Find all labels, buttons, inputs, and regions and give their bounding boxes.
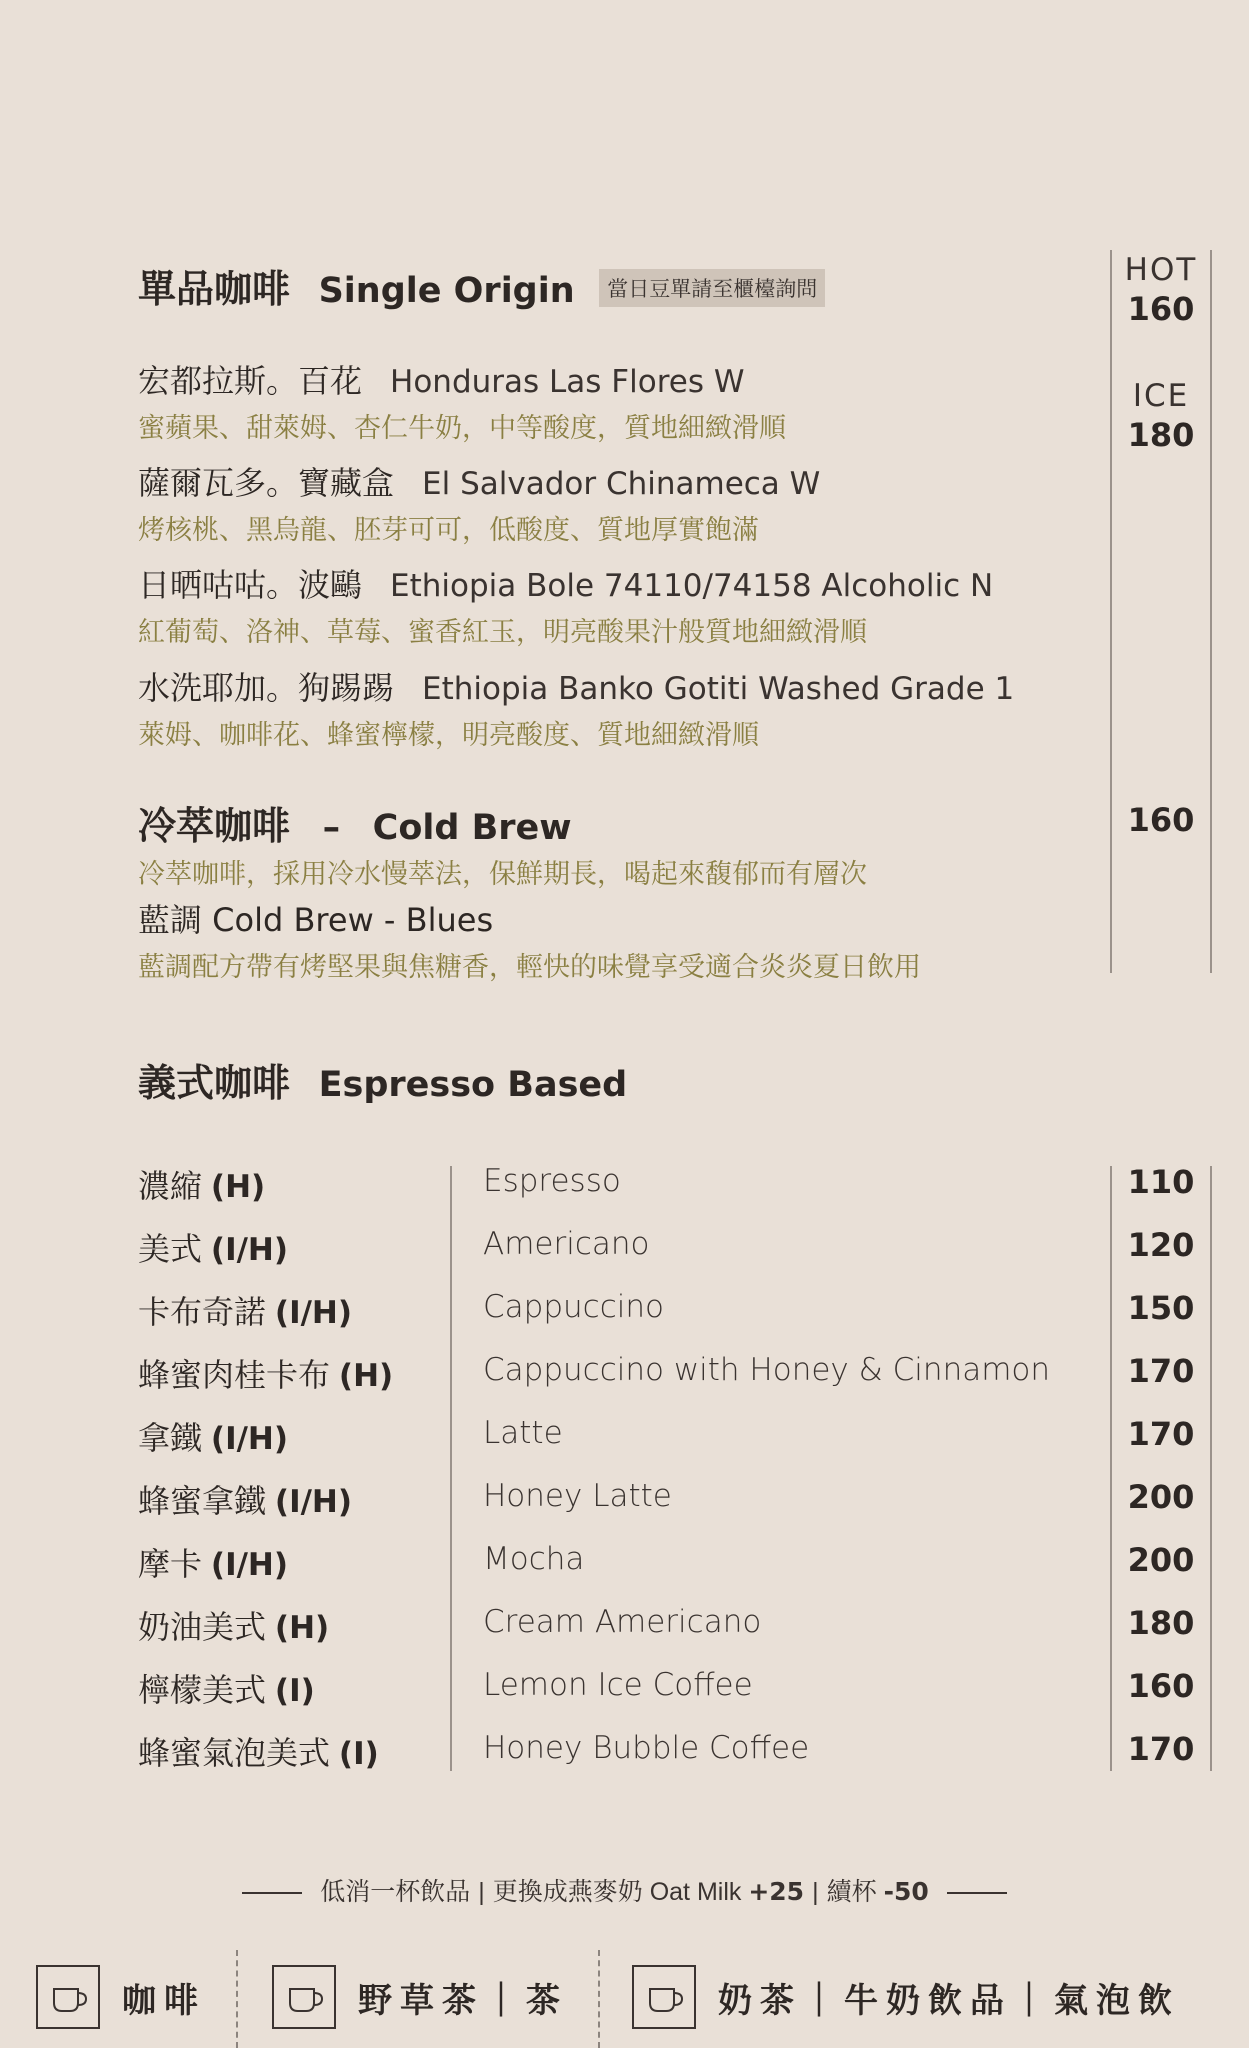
single-origin-title-zh: 單品咖啡 bbox=[138, 269, 291, 311]
refill-text: 續杯 bbox=[826, 1878, 877, 1906]
order-notes: 低消一杯飲品 | 更換成燕麥奶 Oat Milk +25 | 續杯 -50 bbox=[0, 1872, 1249, 1908]
espresso-name-zh: 檸檬美式 bbox=[138, 1672, 267, 1708]
origin-item bbox=[138, 663, 1014, 752]
cold-brew-title bbox=[138, 795, 572, 850]
espresso-title bbox=[138, 1052, 627, 1107]
price-divider-right bbox=[1210, 250, 1212, 973]
espresso-price: 150 bbox=[1127, 1289, 1195, 1327]
min-order-text: 低消一杯飲品 bbox=[320, 1878, 471, 1906]
nav-tab-tea[interactable] bbox=[272, 1962, 568, 2032]
espresso-row bbox=[0, 1413, 1249, 1476]
origin-note: 蜜蘋果、甜萊姆、杏仁牛奶，中等酸度，質地細緻滑順 bbox=[138, 413, 786, 443]
origin-name-en: El Salvador Chinameca W bbox=[422, 466, 821, 502]
espresso-tag: (I) bbox=[274, 1673, 315, 1709]
espresso-price: 120 bbox=[1127, 1226, 1195, 1264]
origin-item bbox=[138, 560, 993, 649]
refill-price: -50 bbox=[883, 1877, 929, 1906]
coffee-cup-icon bbox=[36, 1965, 100, 2029]
nav-label-coffee: 咖啡 bbox=[122, 1981, 206, 2020]
origin-note: 萊姆、咖啡花、蜂蜜檸檬，明亮酸度、質地細緻滑順 bbox=[138, 720, 759, 750]
espresso-title-en: Espresso Based bbox=[318, 1065, 628, 1105]
espresso-name-en: Mocha bbox=[483, 1541, 585, 1577]
espresso-name-zh: 卡布奇諾 bbox=[138, 1294, 267, 1330]
espresso-row bbox=[0, 1161, 1249, 1224]
espresso-name-en: Lemon Ice Coffee bbox=[483, 1667, 753, 1703]
ice-label: ICE bbox=[1132, 378, 1190, 414]
cold-brew-title-en: Cold Brew bbox=[372, 808, 572, 848]
hot-price: 160 bbox=[1127, 290, 1195, 328]
espresso-row bbox=[0, 1602, 1249, 1665]
single-origin-title bbox=[138, 258, 825, 313]
espresso-name-en: Cappuccino with Honey & Cinnamon bbox=[483, 1352, 1051, 1388]
espresso-name-en: Americano bbox=[483, 1226, 650, 1262]
espresso-name-zh: 蜂蜜拿鐵 bbox=[138, 1483, 267, 1519]
category-nav bbox=[0, 1950, 1249, 2048]
espresso-price: 180 bbox=[1127, 1604, 1195, 1642]
espresso-price: 170 bbox=[1127, 1415, 1195, 1453]
espresso-name-en: Cream Americano bbox=[483, 1604, 762, 1640]
ice-price: 180 bbox=[1127, 416, 1195, 454]
espresso-tag: (I/H) bbox=[274, 1295, 353, 1331]
espresso-row bbox=[0, 1476, 1249, 1539]
espresso-tag: (I/H) bbox=[210, 1547, 289, 1583]
espresso-name-zh: 拿鐵 bbox=[138, 1420, 203, 1456]
cold-brew-price: 160 bbox=[1127, 801, 1195, 839]
espresso-name-en: Cappuccino bbox=[483, 1289, 664, 1325]
espresso-tag: (H) bbox=[338, 1358, 394, 1394]
nav-separator bbox=[236, 1950, 238, 2048]
origin-item bbox=[138, 356, 786, 445]
origin-item bbox=[138, 458, 820, 547]
origin-name-en: Ethiopia Banko Gotiti Washed Grade 1 bbox=[422, 671, 1015, 707]
oat-milk-price: +25 bbox=[748, 1877, 805, 1906]
espresso-price: 200 bbox=[1127, 1478, 1195, 1516]
cold-brew-title-dash: – bbox=[322, 808, 341, 848]
blues-name: 藍調 Cold Brew - Blues bbox=[138, 901, 494, 939]
espresso-name-zh: 奶油美式 bbox=[138, 1609, 267, 1645]
single-origin-title-en: Single Origin bbox=[318, 271, 575, 311]
espresso-name-en: Latte bbox=[483, 1415, 563, 1451]
espresso-name-en: Honey Bubble Coffee bbox=[483, 1730, 810, 1766]
espresso-title-zh: 義式咖啡 bbox=[138, 1063, 291, 1105]
espresso-name-en: Espresso bbox=[483, 1163, 621, 1199]
nav-label-tea: 野草茶｜茶 bbox=[358, 1981, 568, 2020]
bean-list-badge: 當日豆單請至櫃檯詢問 bbox=[599, 269, 825, 307]
oat-milk-text: 更換成燕麥奶 Oat Milk bbox=[492, 1878, 742, 1906]
espresso-price: 110 bbox=[1127, 1163, 1195, 1201]
nav-tab-coffee[interactable] bbox=[36, 1962, 206, 2032]
espresso-tag: (H) bbox=[274, 1610, 330, 1646]
espresso-tag: (I/H) bbox=[210, 1421, 289, 1457]
espresso-row bbox=[0, 1224, 1249, 1287]
espresso-row bbox=[0, 1539, 1249, 1602]
blues-desc: 藍調配方帶有烤堅果與焦糖香，輕快的味覺享受適合炎炎夏日飲用 bbox=[138, 952, 921, 982]
espresso-name-zh: 蜂蜜氣泡美式 bbox=[138, 1735, 331, 1771]
nav-label-milk: 奶茶｜牛奶飲品｜氣泡飲 bbox=[718, 1981, 1180, 2020]
hot-label: HOT bbox=[1124, 252, 1198, 288]
origin-note: 紅葡萄、洛神、草莓、蜜香紅玉，明亮酸果汁般質地細緻滑順 bbox=[138, 617, 867, 647]
espresso-row bbox=[0, 1287, 1249, 1350]
espresso-name-zh: 摩卡 bbox=[138, 1546, 203, 1582]
coffee-cup-icon bbox=[272, 1965, 336, 2029]
espresso-name-zh: 美式 bbox=[138, 1231, 203, 1267]
espresso-name-zh: 濃縮 bbox=[138, 1168, 203, 1204]
divider-dash bbox=[947, 1892, 1007, 1894]
espresso-row bbox=[0, 1665, 1249, 1728]
espresso-row bbox=[0, 1728, 1249, 1791]
cold-brew-desc: 冷萃咖啡，採用冷水慢萃法，保鮮期長，喝起來馥郁而有層次 bbox=[138, 859, 867, 889]
origin-name-en: Honduras Las Flores W bbox=[390, 364, 745, 400]
espresso-row bbox=[0, 1350, 1249, 1413]
divider-dash bbox=[242, 1892, 302, 1894]
origin-name-en: Ethiopia Bole 74110/74158 Alcoholic N bbox=[390, 568, 994, 604]
nav-tab-milk[interactable] bbox=[632, 1962, 1180, 2032]
espresso-price: 160 bbox=[1127, 1667, 1195, 1705]
cold-brew-title-zh: 冷萃咖啡 bbox=[138, 806, 291, 848]
coffee-cup-icon bbox=[632, 1965, 696, 2029]
espresso-tag: (I) bbox=[338, 1736, 379, 1772]
price-divider-left bbox=[1110, 250, 1112, 973]
espresso-tag: (I/H) bbox=[274, 1484, 353, 1520]
origin-note: 烤核桃、黑烏龍、胚芽可可，低酸度、質地厚實飽滿 bbox=[138, 515, 759, 545]
origin-name-zh: 日晒咕咕。波鷗 bbox=[138, 567, 363, 603]
espresso-name-en: Honey Latte bbox=[483, 1478, 672, 1514]
espresso-name-zh: 蜂蜜肉桂卡布 bbox=[138, 1357, 331, 1393]
espresso-price: 170 bbox=[1127, 1352, 1195, 1390]
origin-name-zh: 水洗耶加。狗踢踢 bbox=[138, 670, 395, 706]
origin-name-zh: 薩爾瓦多。寶藏盒 bbox=[138, 465, 395, 501]
espresso-tag: (I/H) bbox=[210, 1232, 289, 1268]
nav-separator bbox=[598, 1950, 600, 2048]
espresso-tag: (H) bbox=[210, 1169, 266, 1205]
espresso-price: 200 bbox=[1127, 1541, 1195, 1579]
origin-name-zh: 宏都拉斯。百花 bbox=[138, 363, 363, 399]
espresso-price: 170 bbox=[1127, 1730, 1195, 1768]
